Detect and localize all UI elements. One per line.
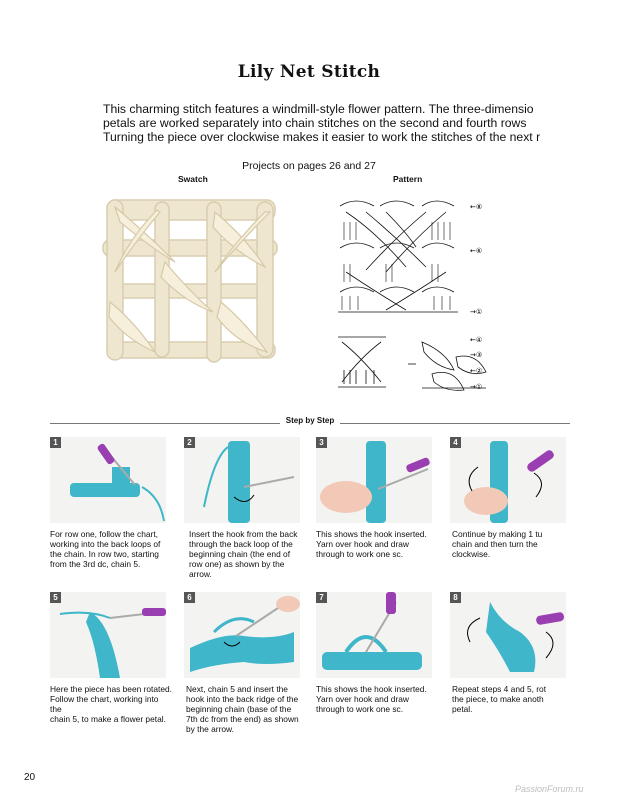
intro-paragraph: This charming stitch features a windmill-style flower pattern. The three-dimensio petals are worked separately into chain stitches on the second and fourth rows Turning the piece over clockwise makes it easier to work the stitches of the next r (103, 102, 541, 144)
step-5-number: 5 (50, 592, 61, 603)
row-1-marker: →① (470, 308, 483, 316)
detail-row-3-marker: →③ (470, 351, 483, 359)
step-7-caption: This shows the hook inserted. Yarn over hook and draw through to work one sc. (316, 684, 427, 714)
step-4-caption: Continue by making 1 tu chain and then turn the clockwise. (452, 529, 543, 559)
pattern-label: Pattern (393, 174, 423, 184)
step-2-caption: Insert the hook from the back through the back loop of the beginning chain (the end of row one) as shown by the arrow. (189, 529, 298, 579)
step-3-number: 3 (316, 437, 327, 448)
step-8-caption: Repeat steps 4 and 5, rot the piece, to make anoth petal. (452, 684, 547, 714)
step-3-photo (316, 437, 432, 523)
step-6-caption: Next, chain 5 and insert the hook into the back ridge of the beginning chain (base of the 7th dc from the end) as shown by the arrow. (186, 684, 299, 734)
step-2-number: 2 (184, 437, 195, 448)
step-5-photo (50, 592, 166, 678)
step-5-caption: Here the piece has been rotated. Follow the chart, working into the chain 5, to make a flower petal. (50, 684, 172, 724)
step-6-photo (184, 592, 300, 678)
step-7-photo (316, 592, 432, 678)
step-by-step-heading: Step by Step (280, 416, 340, 425)
step-2-photo (184, 437, 300, 523)
watermark: PassionForum.ru (515, 784, 584, 794)
swatch-photo (95, 192, 285, 377)
crochet-chart (336, 192, 496, 402)
swatch-label: Swatch (178, 174, 208, 184)
step-8-photo (450, 592, 566, 678)
step-by-step-divider (50, 416, 570, 430)
detail-row-4-marker: ←④ (470, 336, 483, 344)
step-1-photo (50, 437, 166, 523)
step-4-number: 4 (450, 437, 461, 448)
row-8-marker: ←⑧ (470, 203, 483, 211)
row-6-marker: ←⑥ (470, 247, 483, 255)
page-number: 20 (24, 772, 36, 783)
detail-row-2-marker: ←② (470, 367, 483, 375)
step-8-number: 8 (450, 592, 461, 603)
step-1-caption: For row one, follow the chart, working into the back loops of the chain. In row two, starting from the 3rd dc, chain 5. (50, 529, 161, 569)
detail-row-1-marker: →① (470, 383, 483, 391)
projects-note: Projects on pages 26 and 27 (242, 160, 376, 172)
step-3-caption: This shows the hook inserted. Yarn over hook and draw through to work one sc. (316, 529, 427, 559)
step-4-photo (450, 437, 566, 523)
step-6-number: 6 (184, 592, 195, 603)
step-1-number: 1 (50, 437, 61, 448)
step-7-number: 7 (316, 592, 327, 603)
page-title: Lily Net Stitch (237, 62, 381, 82)
